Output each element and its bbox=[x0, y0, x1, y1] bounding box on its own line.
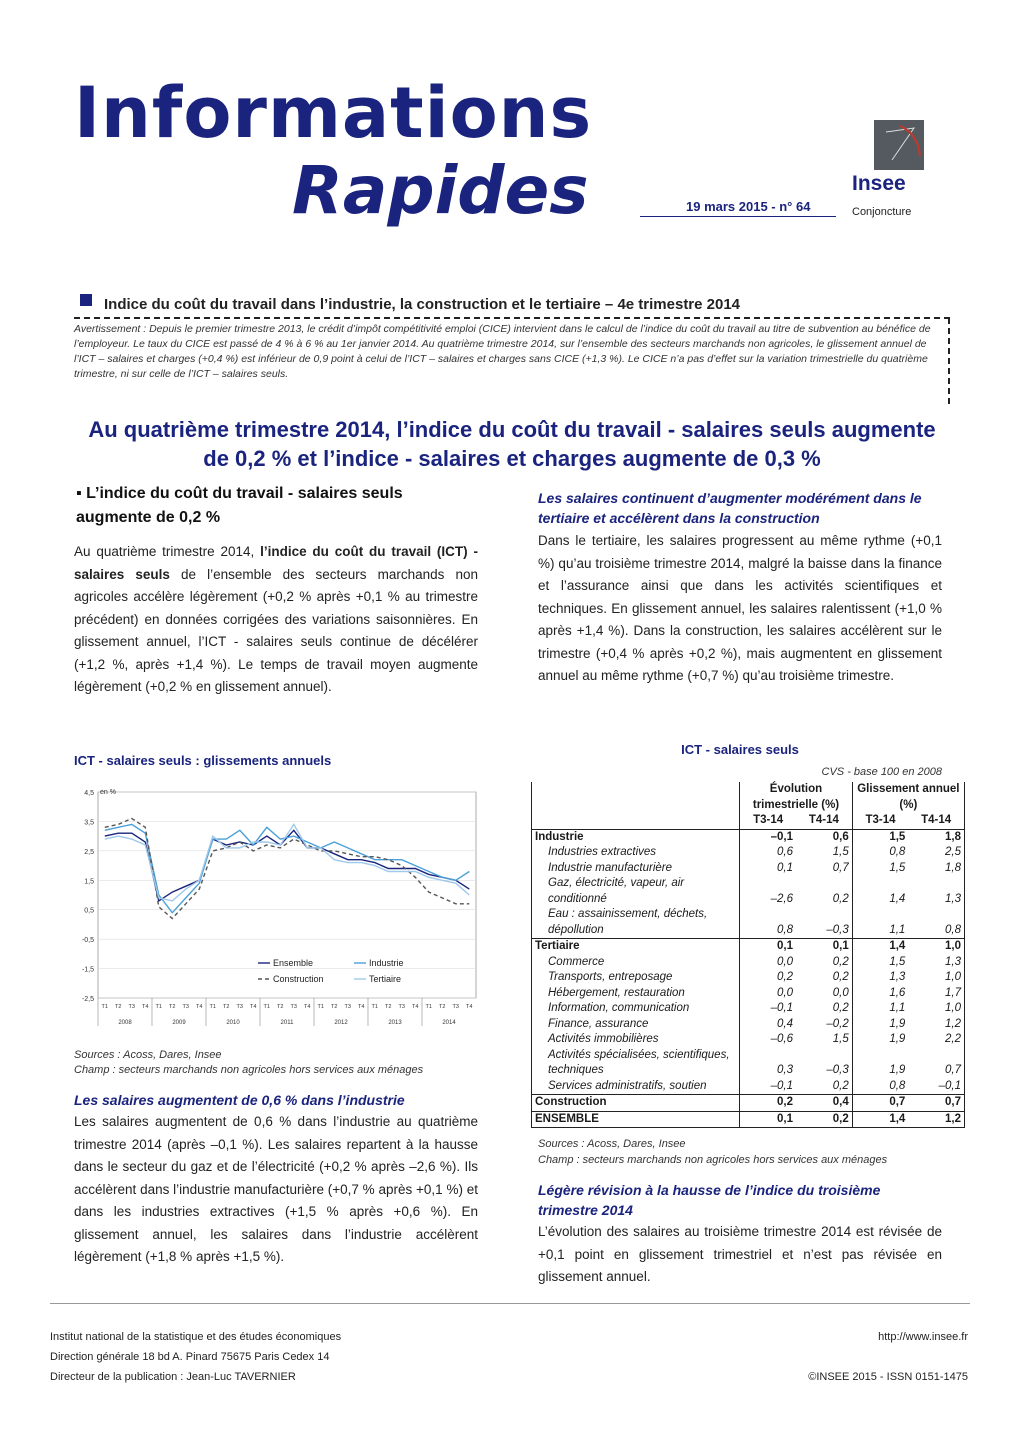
line-chart bbox=[72, 778, 484, 1040]
table-cell: 1,6 bbox=[889, 986, 906, 999]
footer-spacer bbox=[760, 1347, 968, 1367]
chart-quarter-label: T4 bbox=[142, 1004, 149, 1010]
warning-text: Avertissement : Depuis le premier trimestre 2013, le crédit d’impôt compétitivité emploi (CICE) intervient dans le calcul de l’indice du coût du travail au titre de subvention au bénéfice de l’employeur. Le taux du CICE est passé de 4 % à 6 % au 1er janvier 2014. Au quatrième trimestre 2014, sur l’ensemble des secteurs marchands non agricoles, le glissement annuel de l’ICT – salaires et charges (+0,4 %) est inférieur de 0,9 point à celui de l’ICT – salaires et charges sans CICE (+1,3 %). Le CICE n’a pas d’effet sur la variation trimestrielle du quatrième trimestre, ni sur celle de l’ICT – salaires seuls. bbox=[74, 323, 931, 380]
table-cell: 0,2 bbox=[796, 970, 852, 986]
table-sources bbox=[538, 1136, 887, 1168]
table-row-label: Gaz, électricité, vapeur, air conditionné bbox=[532, 876, 740, 907]
table-cell: 0,0 bbox=[777, 955, 793, 968]
chart-sources bbox=[74, 1048, 423, 1078]
chart-quarter-label: T4 bbox=[250, 1004, 257, 1010]
table-row bbox=[532, 955, 965, 971]
table-cell: –0,2 bbox=[796, 1017, 852, 1033]
table-cell: 0,7 bbox=[796, 861, 852, 877]
table-cell: –2,6 bbox=[770, 892, 793, 905]
table-cell: –0,6 bbox=[770, 1033, 793, 1045]
table-row bbox=[532, 970, 965, 986]
table-cell: 1,2 bbox=[908, 1111, 964, 1128]
left-heading-1: ▪ L’indice du coût du travail - salaires seuls augmente de 0,2 % bbox=[76, 485, 403, 526]
table-row-label: Construction bbox=[532, 1095, 740, 1112]
table-cell: 0,2 bbox=[796, 876, 852, 907]
table-cell: 0,2 bbox=[796, 1001, 852, 1017]
table-cell: 0,8 bbox=[777, 923, 793, 936]
lp1-b: l’indice du coût du travail (ICT) - salaires seuls bbox=[74, 544, 478, 582]
table-cell: 1,4 bbox=[852, 1111, 908, 1128]
table-cell: 1,0 bbox=[908, 1001, 964, 1017]
table-row bbox=[532, 1048, 965, 1079]
chart-quarter-label: T3 bbox=[236, 1004, 243, 1010]
table-cell: –0,3 bbox=[796, 1048, 852, 1079]
table-body bbox=[532, 829, 965, 1128]
table-row-label: Finance, assurance bbox=[532, 1017, 740, 1033]
table-cell: 1,9 bbox=[889, 1033, 906, 1045]
chart-year-label: 2009 bbox=[172, 1020, 186, 1026]
table-row bbox=[532, 1079, 965, 1095]
left-heading-2: Les salaires augmentent de 0,6 % dans l’industrie bbox=[74, 1092, 405, 1108]
table-cell: 0,2 bbox=[796, 1111, 852, 1128]
table-cell: –0,1 bbox=[770, 1079, 793, 1092]
insee-logo bbox=[852, 120, 928, 224]
chart-year-label: 2014 bbox=[442, 1020, 456, 1026]
insee-logo-sub: Conjoncture bbox=[852, 206, 912, 218]
left-paragraph-1 bbox=[74, 541, 478, 699]
table-row-label: Industrie manufacturière bbox=[532, 861, 740, 877]
table-row-label: Eau : assainissement, déchets, dépollution bbox=[532, 907, 740, 939]
table-cell: 0,2 bbox=[740, 1095, 796, 1112]
chart-quarter-label: T1 bbox=[371, 1004, 378, 1010]
table-row-label: Activités immobilières bbox=[532, 1032, 740, 1048]
chart-quarter-label: T1 bbox=[425, 1004, 432, 1010]
masthead-title: Informations bbox=[74, 72, 593, 154]
table-cell: 1,1 bbox=[889, 923, 906, 936]
table-cell: 0,8 bbox=[908, 907, 964, 939]
table-row bbox=[532, 907, 965, 939]
table-row-label: Commerce bbox=[532, 955, 740, 971]
table-row bbox=[532, 986, 965, 1002]
chart-quarter-label: T2 bbox=[223, 1004, 230, 1010]
table-cell: 1,5 bbox=[889, 955, 906, 968]
chart-legend-label: Ensemble bbox=[273, 958, 314, 968]
chart-ytick-label: 0,5 bbox=[84, 907, 94, 915]
chart-quarter-label: T2 bbox=[385, 1004, 392, 1010]
chart-source-line: Sources : Acoss, Dares, Insee bbox=[74, 1049, 222, 1061]
chart-quarter-label: T4 bbox=[196, 1004, 203, 1010]
chart-year-label: 2008 bbox=[118, 1020, 132, 1026]
chart-quarter-label: T4 bbox=[412, 1004, 419, 1010]
table-cell: 0,4 bbox=[796, 1095, 852, 1112]
lp1-a: Au quatrième trimestre 2014, bbox=[74, 544, 261, 559]
table-cell: 0,1 bbox=[777, 861, 793, 874]
table-cell: 0,4 bbox=[777, 1017, 793, 1030]
table-row bbox=[532, 861, 965, 877]
masthead-subtitle: Rapides bbox=[292, 152, 589, 229]
table-cell: 2,2 bbox=[908, 1032, 964, 1048]
table-cell: 0,2 bbox=[796, 1079, 852, 1095]
table-scope-line: Champ : secteurs marchands non agricoles hors services aux ménages bbox=[538, 1154, 888, 1166]
chart-quarter-label: T2 bbox=[439, 1004, 446, 1010]
table-cell: 0,1 bbox=[740, 1111, 796, 1128]
table-note: CVS - base 100 en 2008 bbox=[821, 766, 942, 778]
chart-quarter-label: T1 bbox=[317, 1004, 324, 1010]
table-cell: 1,2 bbox=[908, 1017, 964, 1033]
chart-quarter-label: T4 bbox=[466, 1004, 473, 1010]
table-cell: 0,6 bbox=[796, 829, 852, 845]
table-cell: 1,1 bbox=[889, 1002, 906, 1014]
table-source-line: Sources : Acoss, Dares, Insee bbox=[538, 1138, 686, 1150]
table-row-label: ENSEMBLE bbox=[532, 1111, 740, 1128]
table-group-annual: Glissement annuel (%) bbox=[852, 782, 964, 813]
chart-legend-label: Industrie bbox=[369, 958, 404, 968]
table-cell: 1,5 bbox=[852, 829, 908, 845]
chart-quarter-label: T3 bbox=[398, 1004, 405, 1010]
table-row bbox=[532, 1032, 965, 1048]
footer-left bbox=[50, 1327, 341, 1387]
footer-director: Directeur de la publication : Jean-Luc TAVERNIER bbox=[50, 1371, 296, 1383]
footer-address: Direction générale 18 bd A. Pinard 75675 Paris Cedex 14 bbox=[50, 1351, 330, 1363]
table-row bbox=[532, 1001, 965, 1017]
table-cell: 1,8 bbox=[908, 829, 964, 845]
table-cell: 2,5 bbox=[908, 845, 964, 861]
right-paragraph-2: L’évolution des salaires au troisième trimestre 2014 est révisée de +0,1 point en glissement trimestriel et n’est pas révisée en glissement annuel. bbox=[538, 1224, 942, 1284]
chart-quarter-label: T2 bbox=[115, 1004, 122, 1010]
table-row-label: Industrie bbox=[532, 829, 740, 845]
chart-ytick-label: -1,5 bbox=[81, 966, 94, 974]
table-cell: 1,4 bbox=[852, 939, 908, 955]
table-corner bbox=[532, 782, 740, 813]
table-cell: 1,0 bbox=[908, 970, 964, 986]
table-row bbox=[532, 829, 965, 845]
chart-quarter-label: T1 bbox=[155, 1004, 162, 1010]
table-row-label: Services administratifs, soutien bbox=[532, 1079, 740, 1095]
table-corner-2 bbox=[532, 813, 740, 829]
table-cell: 0,8 bbox=[889, 1079, 906, 1092]
chart-year-label: 2010 bbox=[226, 1020, 240, 1026]
chart-ytick-label: 4,5 bbox=[84, 790, 94, 797]
chart-ytick-label: 3,5 bbox=[84, 819, 94, 827]
right-heading-1: Les salaires continuent d’augmenter modérément dans le tertiaire et accélèrent dans la construction bbox=[538, 490, 922, 526]
chart-ytick-label: 1,5 bbox=[84, 878, 94, 886]
left-paragraph-2: Les salaires augmentent de 0,6 % dans l’industrie au quatrième trimestre 2014 (après –0,1 %). Les salaires repartent à la hausse dans le secteur du gaz et de l’électricité (+0,2 % après –2,6 %). Ils accélèrent dans l’industrie manufacturière (+0,7 % après +0,1 %) et dans les industries extractives (+1,5 % après +0,6 %). En glissement annuel, les salaires dans l’industrie accélèrent légèrement (+1,8 % après +1,5 %). bbox=[74, 1114, 478, 1264]
right-heading-2: Légère révision à la hausse de l’indice du troisième trimestre 2014 bbox=[538, 1182, 881, 1218]
table-cell: 1,3 bbox=[908, 955, 964, 971]
table-row bbox=[532, 1095, 965, 1112]
chart-quarter-label: T3 bbox=[290, 1004, 297, 1010]
table-row-label: Industries extractives bbox=[532, 845, 740, 861]
insee-logo-icon bbox=[874, 120, 924, 170]
table-cell: 1,4 bbox=[889, 892, 906, 905]
warning-border bbox=[74, 317, 950, 319]
table-cell: –0,1 bbox=[740, 829, 796, 845]
table-col-header: T3-14 bbox=[753, 814, 784, 826]
table-cell: 1,9 bbox=[889, 1017, 906, 1030]
table-row bbox=[532, 876, 965, 907]
chart-quarter-label: T3 bbox=[452, 1004, 459, 1010]
table-cell: 0,0 bbox=[777, 986, 793, 999]
chart-ytick-label: -0,5 bbox=[81, 937, 94, 945]
table-cell: 0,7 bbox=[852, 1095, 908, 1112]
table-cell: 1,3 bbox=[908, 876, 964, 907]
warning-border-side bbox=[948, 318, 950, 404]
chart-quarter-label: T2 bbox=[277, 1004, 284, 1010]
lp1-c: de l’ensemble des secteurs marchands non agricoles accélère légèrement (+0,2 % après +0,1 % au trimestre précédent) en données corrigées des variations saisonnières. En glissement annuel, l’ICT - salaires seuls continue de décélérer (+1,2 %, après +1,4 %). Le temps de travail moyen augmente légèrement (+0,2 % en glissement annuel). bbox=[74, 566, 478, 694]
table-row-label: Tertiaire bbox=[532, 939, 740, 955]
chart-title: ICT - salaires seuls : glissements annuels bbox=[74, 753, 332, 768]
square-bullet-icon bbox=[80, 294, 92, 306]
table-cell: 0,2 bbox=[777, 971, 793, 983]
chart-quarter-label: T3 bbox=[344, 1004, 351, 1010]
table-title: ICT - salaires seuls bbox=[681, 742, 799, 757]
table-row-label: Activités spécialisées, scientifiques, techniques bbox=[532, 1048, 740, 1079]
table-cell: 0,3 bbox=[777, 1064, 793, 1076]
chart-quarter-label: T1 bbox=[263, 1004, 270, 1010]
chart-quarter-label: T4 bbox=[304, 1004, 311, 1010]
chart-series-line bbox=[105, 824, 470, 901]
table-col-header: T3-14 bbox=[865, 814, 896, 826]
table-row-label: Hébergement, restauration bbox=[532, 986, 740, 1002]
footer-institute: Institut national de la statistique et des études économiques bbox=[50, 1331, 342, 1343]
masthead-rule bbox=[640, 216, 836, 217]
table-cell: 1,3 bbox=[889, 971, 906, 983]
chart-quarter-label: T3 bbox=[128, 1004, 135, 1010]
table-cell: –0,1 bbox=[770, 1002, 793, 1014]
chart-quarter-label: T2 bbox=[169, 1004, 176, 1010]
chart-quarter-label: T1 bbox=[101, 1004, 108, 1010]
table-cell: 1,0 bbox=[908, 939, 964, 955]
chart-scope-line: Champ : secteurs marchands non agricoles hors services aux ménages bbox=[74, 1064, 424, 1076]
right-paragraph-1: Dans le tertiaire, les salaires progressent au même rythme (+0,1 %) qu’au troisième trimestre 2014, malgré la baisse dans la finance et l’assurance ainsi que dans les activités scientifiques et techniques. En glissement annuel, les salaires ralentissent (+1,0 % après +1,4 %). Dans la construction, les salaires accélèrent sur le trimestre (+0,4 % après +0,2 %), mais augmentent en glissement annuel au même rythme (+0,7 %) qu’au troisième trimestre. bbox=[538, 533, 942, 683]
table-cell: 0,1 bbox=[740, 939, 796, 955]
table-row bbox=[532, 1017, 965, 1033]
table-cell: 1,7 bbox=[908, 986, 964, 1002]
chart-ytick-label: -2,5 bbox=[81, 996, 94, 1003]
table-cell: 0,8 bbox=[889, 846, 906, 858]
table-col-header: T4-14 bbox=[908, 813, 964, 829]
table-cell: –0,3 bbox=[796, 907, 852, 939]
table-cell: 1,8 bbox=[908, 861, 964, 877]
chart-quarter-label: T1 bbox=[209, 1004, 216, 1010]
table-cell: –0,1 bbox=[908, 1079, 964, 1095]
chart-year-label: 2013 bbox=[388, 1020, 402, 1026]
issue-date: 19 mars 2015 - n° 64 bbox=[686, 199, 811, 214]
chart-quarter-label: T2 bbox=[331, 1004, 338, 1010]
chart-quarter-label: T4 bbox=[358, 1004, 365, 1010]
chart-ytick-label: 2,5 bbox=[84, 848, 94, 856]
footer-copyright: ©INSEE 2015 - ISSN 0151-1475 bbox=[808, 1371, 968, 1383]
table-cell: 0,0 bbox=[796, 986, 852, 1002]
chart-legend-label: Tertiaire bbox=[369, 974, 402, 984]
table-row bbox=[532, 1111, 965, 1128]
chart-year-label: 2011 bbox=[280, 1020, 294, 1026]
footer-rule bbox=[50, 1303, 970, 1304]
table-cell: 1,5 bbox=[796, 1032, 852, 1048]
main-headline: Au quatrième trimestre 2014, l’indice du coût du travail - salaires seuls augmente de 0,2 % et l’indice - salaires et charges augmente de 0,3 % bbox=[88, 417, 936, 471]
table-cell: 1,9 bbox=[889, 1064, 906, 1076]
data-table bbox=[531, 782, 965, 1128]
table-row-label: Information, communication bbox=[532, 1001, 740, 1017]
chart-quarter-label: T3 bbox=[182, 1004, 189, 1010]
table-cell: 0,7 bbox=[908, 1095, 964, 1112]
table-group-quarterly: Évolution trimestrielle (%) bbox=[740, 782, 853, 813]
table-row bbox=[532, 939, 965, 955]
table-cell: 0,6 bbox=[777, 846, 793, 858]
table-cell: 0,1 bbox=[796, 939, 852, 955]
insee-logo-name: Insee bbox=[852, 172, 906, 195]
table-cell: 0,7 bbox=[908, 1048, 964, 1079]
chart-yaxis-label: en % bbox=[100, 789, 116, 796]
table-cell: 1,5 bbox=[796, 845, 852, 861]
chart-legend-label: Construction bbox=[273, 974, 324, 984]
table-row-label: Transports, entreposage bbox=[532, 970, 740, 986]
table-row bbox=[532, 845, 965, 861]
table-cell: 0,2 bbox=[796, 955, 852, 971]
table-col-header: T4-14 bbox=[796, 813, 852, 829]
publication-subtitle: Indice du coût du travail dans l’industrie, la construction et le tertiaire – 4e trimestre 2014 bbox=[104, 296, 741, 313]
footer-url[interactable]: http://www.insee.fr bbox=[878, 1331, 968, 1343]
table-cell: 1,5 bbox=[889, 861, 906, 874]
footer-right bbox=[760, 1327, 968, 1387]
chart-year-label: 2012 bbox=[334, 1020, 348, 1026]
